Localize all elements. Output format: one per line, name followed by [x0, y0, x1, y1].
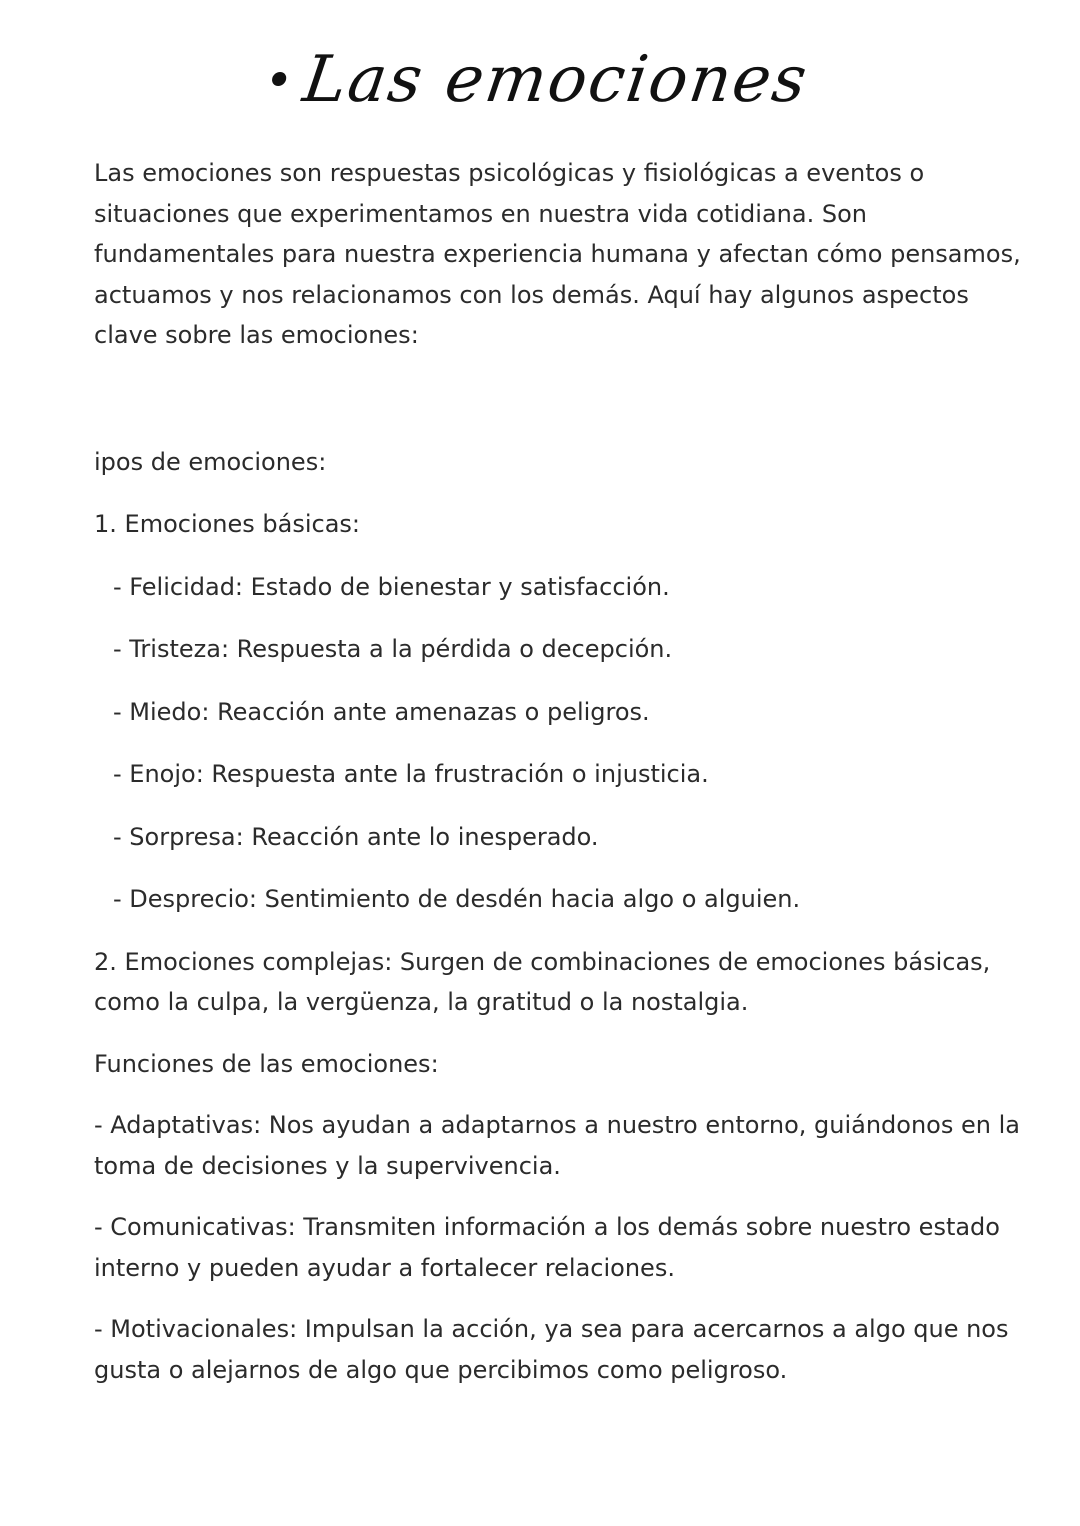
list-item-felicidad: - Felicidad: Estado de bienestar y satisfacción. — [113, 572, 670, 601]
intro-paragraph: Las emociones son respuestas psicológicas y fisiológicas a eventos o situaciones que experimentamos en nuestra vida cotidiana. Son fundamentales para nuestra experiencia humana y afectan cómo pensamos, actuamos y nos relacionamos con los demás. Aquí hay algunos aspectos clave sobre las emociones: — [94, 159, 1021, 349]
functions-heading: Funciones de las emociones: — [94, 1049, 439, 1078]
list-item-tristeza: - Tristeza: Respuesta a la pérdida o decepción. — [113, 635, 673, 663]
function-item-adaptativas: - Adaptativas: Nos ayudan a adaptarnos a nuestro entorno, guiándonos en la toma de decisiones y la supervivencia. — [94, 1111, 1020, 1180]
list-item-desprecio: - Desprecio: Sentimiento de desdén hacia algo o alguien. — [113, 885, 801, 913]
list-item-sorpresa: - Sorpresa: Reacción ante lo inesperado. — [113, 822, 599, 851]
title-bullet-icon — [271, 72, 287, 86]
document-body — [94, 153, 1029, 1411]
function-item-motivacionales: - Motivacionales: Impulsan la acción, ya sea para acercarnos a algo que nos gusta o alejarnos de algo que percibimos como peligroso. — [94, 1315, 1009, 1384]
function-item-comunicativas: - Comunicativas: Transmiten información a los demás sobre nuestro estado interno y pueden ayudar a fortalecer relaciones. — [94, 1213, 1000, 1282]
list-item-enojo: - Enojo: Respuesta ante la frustración o injusticia. — [113, 760, 709, 788]
page-title-text: Las emociones — [298, 43, 814, 117]
types-heading: ipos de emociones: — [94, 447, 327, 476]
title-area — [0, 30, 1080, 140]
complex-emotions-paragraph: 2. Emociones complejas: Surgen de combinaciones de emociones básicas, como la culpa, la vergüenza, la gratitud o la nostalgia. — [94, 947, 991, 1016]
list-item-miedo: - Miedo: Reacción ante amenazas o peligros. — [113, 697, 650, 726]
page-title — [265, 30, 815, 130]
basic-emotions-heading: 1. Emociones básicas: — [94, 510, 361, 538]
